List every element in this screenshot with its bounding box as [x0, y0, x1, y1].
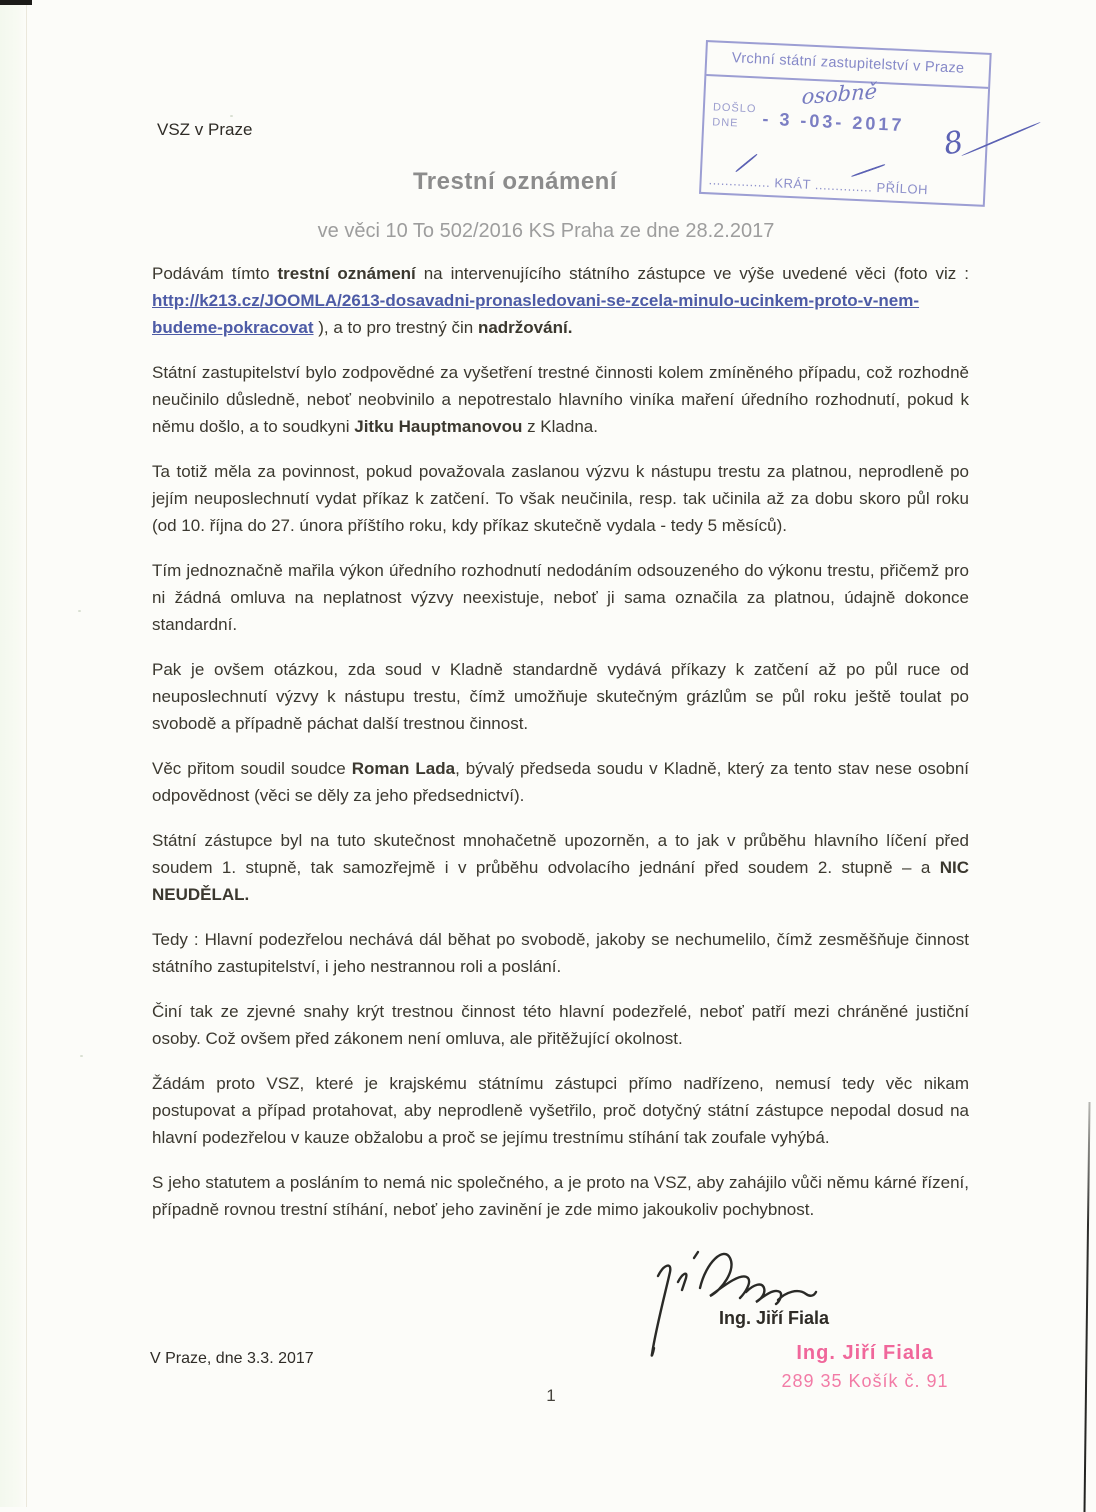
paragraph	[152, 926, 969, 980]
body-text: na intervenujícího státního zástupce ve výše uvedené věci (foto viz :	[415, 264, 969, 283]
body-text: Tedy : Hlavní podezřelou nechává dál běhat po svobodě, jakoby se nechumelilo, čímž zesměšňuje činnost státního zastupitelství, i jeho nestrannou roli a poslání.	[152, 930, 969, 976]
body-text: Ta totiž měla za povinnost, pokud považovala zaslanou výzvu k nástupu trestu za platnou, neprodleně po jejím neuposlechnutí vydat příkaz k zatčení. To však neučinila, resp. tak učinila až za dobu skoro půl roku (od 10. října do 27. února příštího roku, kdy příkaz skutečně vydala - tedy 5 měsíců).	[152, 462, 969, 535]
place-and-date: V Praze, dne 3.3. 2017	[150, 1350, 314, 1367]
body-text: Podávám tímto	[152, 264, 278, 283]
body-text: Tím jednoznačně mařila výkon úředního rozhodnutí nedodáním odsouzeného do výkonu trestu, přičemž pro ni žádná omluva na neplatnost výzvy neexistuje, neboť ji sama označila za platnou, údajně dokonce standardní.	[152, 561, 969, 634]
body-text: S jeho statutem a posláním to nemá nic společného, a je proto na VSZ, aby zahájilo vůči němu kárné řízení, případně rovnou trestní stíhání, neboť jeho zavinění je zde mimo jakoukoliv pochybnost.	[152, 1173, 969, 1219]
article-link[interactable]: http://k213.cz/JOOMLA/2613-dosavadni-pronasledovani-se-zcela-minulo-ucinkem-proto-v-nem-budeme-pokracovat	[152, 291, 920, 337]
case-reference-subtitle: ve věci 10 To 502/2016 KS Praha ze dne 28.2.2017	[317, 220, 775, 242]
bold-text: Jitku Hauptmanovou	[354, 417, 523, 436]
bold-text: trestní oznámení	[277, 264, 416, 283]
scan-corner-mark	[0, 0, 32, 5]
stamp-copies-label: KRÁT	[774, 175, 812, 192]
handwritten-number-mark: 8	[944, 112, 1054, 172]
stamp-office-name: Vrchní státní zastupitelství v Praze	[706, 42, 989, 89]
body-text: Věc přitom soudil soudce	[152, 759, 352, 778]
document-body	[152, 260, 969, 1241]
handwritten-tick	[735, 153, 758, 172]
body-text: Státní zástupce byl na tuto skutečnost mnohačetně upozorněn, a to jak v průběhu hlavního líčení před soudem 1. stupně, tak samozřejmě i v průběhu odvolacího jednání před soudem 2. stupně – a	[152, 831, 969, 877]
scan-speck	[230, 115, 233, 117]
paragraph	[152, 998, 969, 1052]
body-text: Činí tak ze zjevné snahy krýt trestnou činnost této hlavní podezřelé, neboť patří mezi chráněné justiční osoby. Což ovšem před zákonem není omluva, ale přitěžující okolnost.	[152, 1002, 969, 1048]
stamp-received-label: DOŠLO DNE	[711, 101, 757, 130]
body-text: z Kladna.	[522, 417, 598, 436]
body-text: Státní zastupitelství bylo zodpovědné za vyšetření trestné činnosti kolem zmíněného případu, což rozhodně neučinilo důsledně, neboť neobvinilo a nepotrestalo hlavního viníka maření úředního rozhodnutí, pokud k němu došlo, a to soudkyni	[152, 363, 969, 436]
personal-stamp	[745, 1342, 985, 1392]
paragraph	[152, 557, 969, 638]
body-text: , bývalý předseda soudu v Kladně, který za tento stav nese osobní odpovědnost (věci se děly za jeho předsednictví).	[152, 759, 969, 805]
paragraph	[152, 755, 969, 809]
stamp-handwritten-note: osobně	[801, 79, 878, 110]
stamp-received-date: - 3 -03- 2017	[762, 108, 905, 136]
handwritten-tick	[851, 164, 886, 178]
scan-right-edge-shadow	[1083, 1102, 1090, 1512]
paragraph	[152, 656, 969, 737]
personal-stamp-address: 289 35 Košík č. 91	[781, 1371, 949, 1391]
paragraph	[152, 827, 969, 908]
document-title: Trestní oznámení	[412, 168, 618, 195]
paragraph	[152, 458, 969, 539]
sender-label: VSZ v Praze	[157, 120, 253, 139]
body-text: Pak je ovšem otázkou, zda soud v Kladně standardně vydává příkazy k zatčení až po půl ruce od neuposlechnutí výzvy k nástupu trestu, čímž umožňuje skutečným grázlům se půl roku ještě toulat po svobodě a případně páchat další trestnou činnost.	[152, 660, 969, 733]
scan-speck	[78, 610, 81, 612]
body-text: ), a to pro trestný čin	[313, 318, 478, 337]
body-text: Žádám proto VSZ, které je krajskému státnímu zástupci přímo nadřízeno, nemusí tedy věc nikam postupovat a případ protahovat, aby neprodleně vyšetřilo, proč dotyčný státní zástupce nepodal dosud na hlavní podezřelou v kauze obžalobu a proč se jejímu trestnímu stíhání tak zoufale vyhýbá.	[152, 1074, 969, 1147]
personal-stamp-name: Ing. Jiří Fiala	[796, 1342, 934, 1364]
bold-text: NIC NEUDĚLAL.	[152, 858, 969, 904]
bold-text: nadržování.	[477, 318, 573, 337]
stamp-copies-row: ............... KRÁT .............. PŘÍLOH	[708, 172, 929, 198]
bold-text: Roman Lada	[351, 759, 456, 778]
paragraph	[152, 359, 969, 440]
paragraph	[152, 1169, 969, 1223]
signatory-name: Ing. Jiří Fiala	[719, 1308, 830, 1328]
page-number: 1	[546, 1386, 556, 1405]
scan-speck	[80, 1055, 83, 1057]
handwritten-slash	[961, 121, 1041, 156]
stamp-attachments-label: PŘÍLOH	[876, 179, 929, 198]
paragraph	[152, 260, 969, 341]
paragraph	[152, 1070, 969, 1151]
